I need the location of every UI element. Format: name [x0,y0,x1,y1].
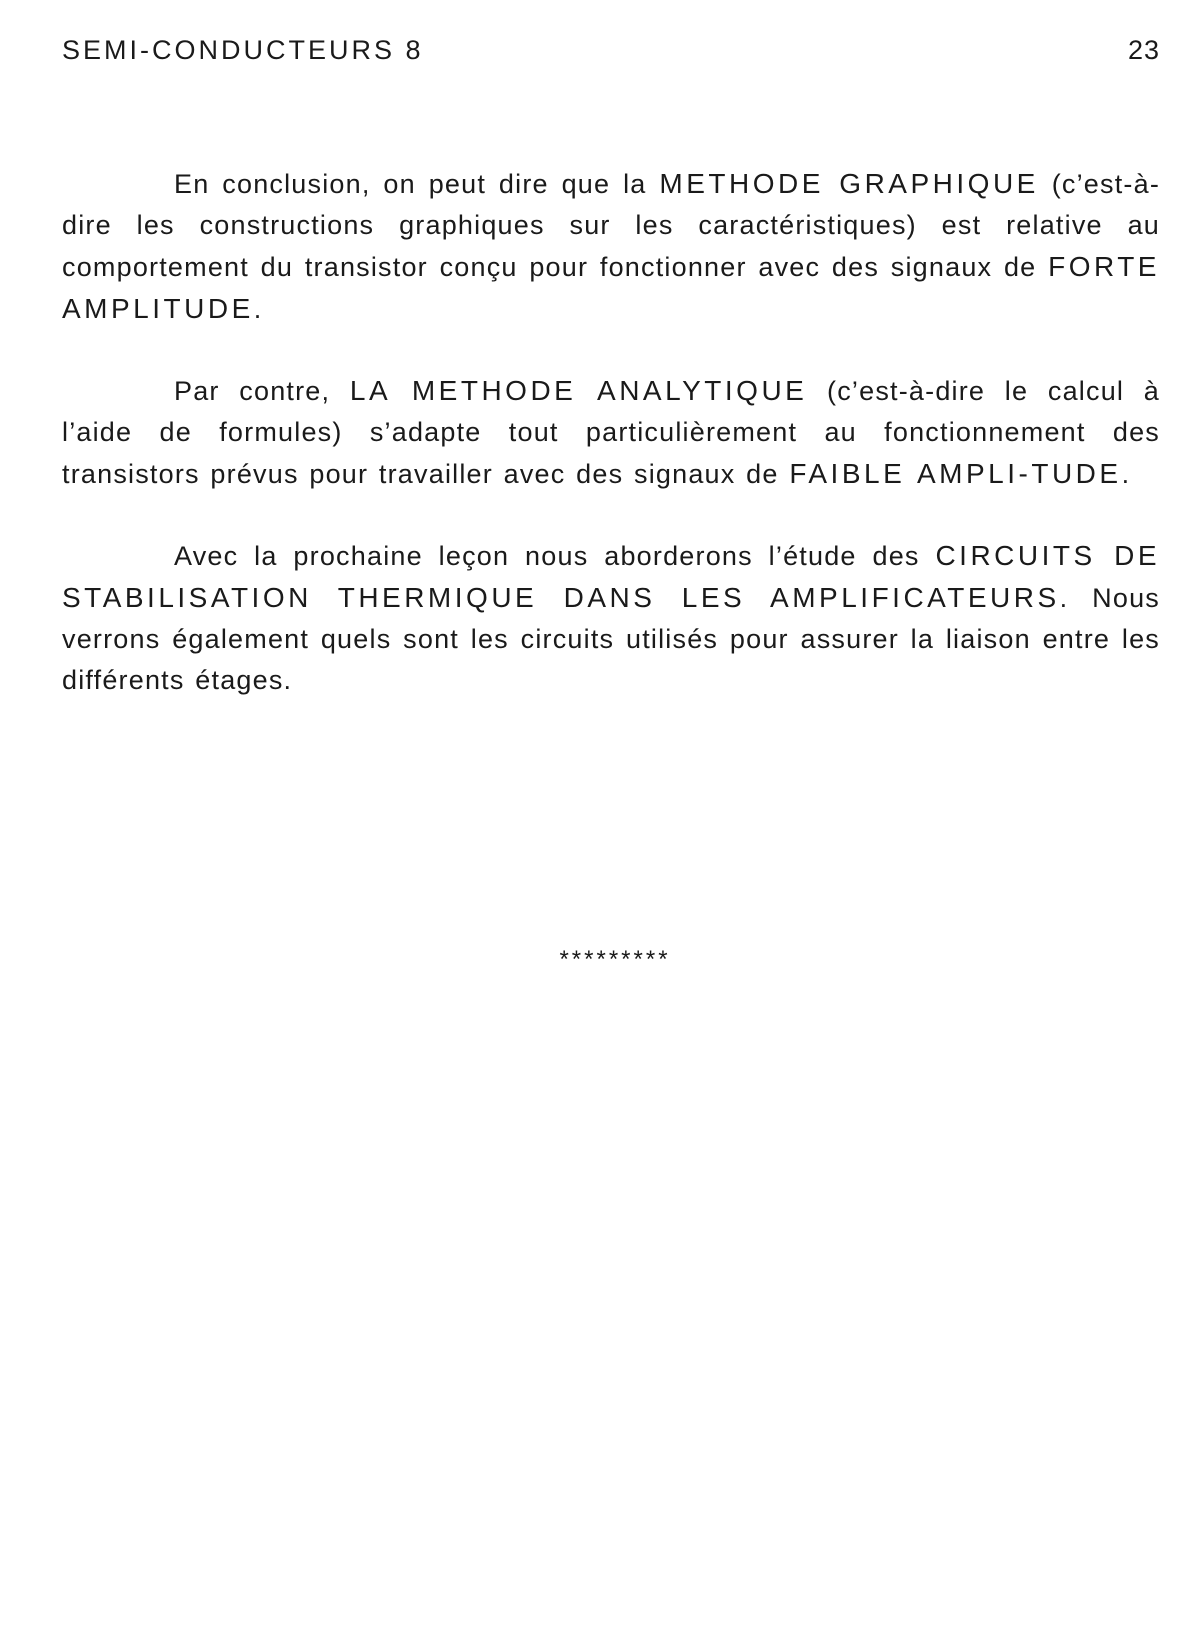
paragraph-text: Avec la prochaine leçon nous aborderons l’étude des [174,541,936,571]
page-number: 23 [1127,35,1160,65]
emphasis-methode-analytique: LA METHODE ANALYTIQUE [349,375,808,406]
paragraph-prochaine-lecon [62,535,1160,701]
emphasis-methode-graphique: METHODE GRAPHIQUE [659,168,1039,199]
paragraph-text: Par contre, [174,376,350,406]
paragraph-methode-graphique [62,163,1160,330]
paragraph-text: . [253,294,263,324]
emphasis-forte-amplitude: FORTE AMPLITUDE [62,251,1160,324]
emphasis-circuits-stabilisation: CIRCUITS DE STABILISATION THERMIQUE DANS LES AMPLIFICATEURS [62,540,1160,613]
paragraph-text: En conclusion, on peut dire que la [174,169,660,199]
paragraph-text: . [1121,459,1131,489]
page-header [62,30,1160,70]
paragraph-text: (c’est-à-dire le calcul à l’aide de formules) s’adapte tout particulièrement au fonctionnement des transistors prévus pour travailler avec des signaux de [62,376,1160,489]
paragraph-text: . Nous verrons également quels sont les circuits utilisés pour assurer la liaison entre les différents étages. [62,583,1161,695]
section-separator: ********* [559,946,671,973]
paragraph-methode-analytique [62,370,1160,495]
paragraph-text: (c’est-à-dire les constructions graphiques sur les caractéristiques) est relative au comportement du transistor conçu pour fonctionner avec des signaux de [62,169,1161,282]
running-title: SEMI-CONDUCTEURS 8 [62,35,424,65]
emphasis-faible-amplitude: FAIBLE AMPLI-TUDE [789,458,1122,489]
body-text [62,163,1160,741]
